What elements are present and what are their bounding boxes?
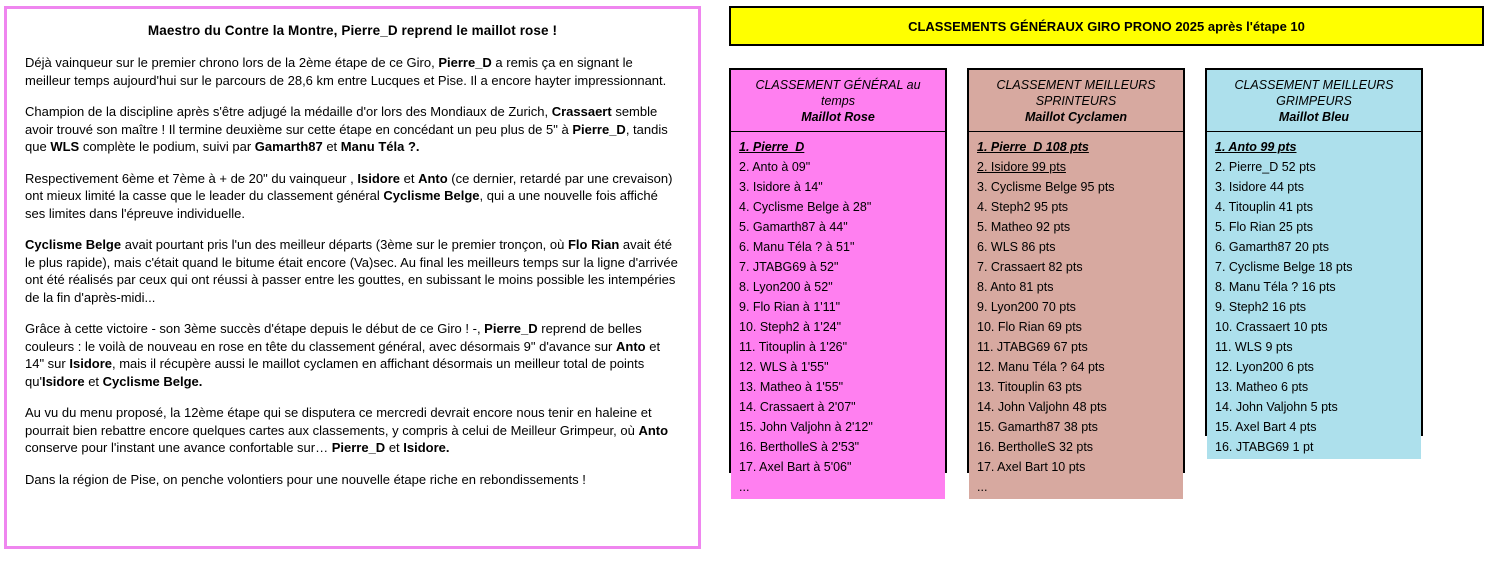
table-row: 14. John Valjohn 5 pts [1215, 400, 1338, 414]
article-paragraph: Cyclisme Belge avait pourtant pris l'un des meilleur départs (3ème sur le premier tronçon, où Flo Rian avait été le plus rapide), mais c'était quand le bitume était encore (Va)sec. Au final les meilleurs temps sur la ligne d'arrivée ont été réalisés par ceux qui ont réussi à passer entre les gouttes, en subissant le moins possible les intempéries de la fin d'après-midi... [25, 237, 678, 305]
table-row: 5. Matheo 92 pts [977, 220, 1071, 234]
table-row: 8. Manu Téla ? 16 pts [1215, 280, 1336, 294]
table-header-jersey: Maillot Rose [801, 110, 875, 124]
table-header-title: CLASSEMENT MEILLEURS GRIMPEURS [1234, 78, 1394, 108]
table-header-jersey: Maillot Bleu [1278, 110, 1350, 124]
table-row: 14. John Valjohn 48 pts [977, 400, 1107, 414]
table-row: 12. Manu Téla ? 64 pts [977, 360, 1105, 374]
table-row: 9. Steph2 16 pts [1215, 300, 1307, 314]
table-row: 4. Titouplin 41 pts [1215, 200, 1313, 214]
table-row: 17. Axel Bart à 5'06" [739, 460, 852, 474]
climbers-classification-table [1205, 68, 1423, 454]
table-row: 1. Pierre_D 108 pts [977, 140, 1089, 154]
table-row: 17. Axel Bart 10 pts [977, 460, 1086, 474]
table-row: 12. WLS à 1'55" [739, 360, 829, 374]
table-row: 1. Pierre_D [739, 140, 805, 154]
table-row: 4. Steph2 95 pts [977, 200, 1069, 214]
table-header [1207, 70, 1421, 132]
table-rows [969, 132, 1183, 499]
article-body [7, 9, 698, 512]
table-row: 11. Titouplin à 1'26" [739, 340, 848, 354]
table-row: 3. Isidore 44 pts [1215, 180, 1304, 194]
article-paragraph-list [25, 54, 680, 488]
table-row: 6. Manu Téla ? à 51" [739, 240, 855, 254]
table-row: 15. Axel Bart 4 pts [1215, 420, 1317, 434]
article-paragraph: Dans la région de Pise, on penche volontiers pour une nouvelle étape riche en rebondissements ! [25, 471, 586, 487]
table-row: 14. Crassaert à 2'07" [739, 400, 856, 414]
table-row: 8. Lyon200 à 52" [739, 280, 833, 294]
sprinters-classification-table [967, 68, 1185, 494]
table-row: ... [977, 480, 988, 494]
article-paragraph: Champion de la discipline après s'être adjugé la médaille d'or lors des Mondiaux de Zurich, Crassaert semble avoir trouvé son maître ! Il termine deuxième sur cette étape en concédant un peu plus de 5" à Pierre_D, tandis que WLS complète le podium, suivi par Gamarth87 et Manu Téla ?. [25, 104, 668, 154]
table-row: 15. John Valjohn à 2'12" [739, 420, 873, 434]
standings-tables-row [729, 68, 1484, 494]
table-header [731, 70, 945, 132]
table-rows [731, 132, 945, 499]
table-row: 11. JTABG69 67 pts [977, 340, 1088, 354]
article-panel [4, 6, 701, 549]
table-row: 7. JTABG69 à 52" [739, 260, 839, 274]
table-header [969, 70, 1183, 132]
table-row: 7. Cyclisme Belge 18 pts [1215, 260, 1353, 274]
table-row: 1. Anto 99 pts [1215, 140, 1297, 154]
table-row: 5. Flo Rian 25 pts [1215, 220, 1313, 234]
table-row: ... [739, 480, 750, 494]
table-row: 13. Titouplin 63 pts [977, 380, 1082, 394]
page-title: Maestro du Contre la Montre, Pierre_D reprend le maillot rose ! [147, 23, 558, 38]
table-row: 12. Lyon200 6 pts [1215, 360, 1314, 374]
table-row: 3. Cyclisme Belge 95 pts [977, 180, 1115, 194]
table-row: 2. Anto à 09" [739, 160, 811, 174]
table-row: 16. BertholleS à 2'53" [739, 440, 860, 454]
table-row: 9. Flo Rian à 1'11" [739, 300, 841, 314]
table-row: 13. Matheo 6 pts [1215, 380, 1309, 394]
table-row: 16. BertholleS 32 pts [977, 440, 1094, 454]
table-row: 6. WLS 86 pts [977, 240, 1056, 254]
table-row: 15. Gamarth87 38 pts [977, 420, 1098, 434]
table-row: 13. Matheo à 1'55" [739, 380, 844, 394]
table-row: 2. Isidore 99 pts [977, 160, 1066, 174]
table-row: 10. Steph2 à 1'24" [739, 320, 842, 334]
table-row: 10. Flo Rian 69 pts [977, 320, 1082, 334]
general-classification-table [729, 68, 947, 494]
table-row: 9. Lyon200 70 pts [977, 300, 1076, 314]
table-row: 3. Isidore à 14" [739, 180, 823, 194]
article-paragraph: Déjà vainqueur sur le premier chrono lors de la 2ème étape de ce Giro, Pierre_D a remis ça en signant le meilleur temps aujourd'hui sur le parcours de 28,6 km entre Lucques et Pise. Il a encore hayter impressionnant. [25, 55, 667, 88]
table-row: 5. Gamarth87 à 44" [739, 220, 848, 234]
standings-section [729, 6, 1484, 494]
table-row: 8. Anto 81 pts [977, 280, 1054, 294]
table-row: 16. JTABG69 1 pt [1215, 440, 1314, 454]
standings-banner: CLASSEMENTS GÉNÉRAUX GIRO PRONO 2025 après l'étape 10 [729, 6, 1484, 46]
table-row: 7. Crassaert 82 pts [977, 260, 1083, 274]
table-row: 4. Cyclisme Belge à 28" [739, 200, 872, 214]
table-row: 6. Gamarth87 20 pts [1215, 240, 1329, 254]
table-header-title: CLASSEMENT MEILLEURS SPRINTEURS [996, 78, 1156, 108]
table-rows [1207, 132, 1421, 459]
table-row: 11. WLS 9 pts [1215, 340, 1293, 354]
article-paragraph: Au vu du menu proposé, la 12ème étape qui se disputera ce mercredi devrait encore nous tenir en haleine et pourrait bien rebattre encore quelques cartes aux classements, y compris à celui de Meilleur Grimpeur, où Anto conserve pour l'instant une avance confortable sur… Pierre_D et Isidore. [25, 405, 669, 455]
article-paragraph: Respectivement 6ème et 7ème à + de 20" du vainqueur , Isidore et Anto (ce dernier, retardé par une crevaison) ont mieux limité la casse que le leader du classement général Cyclisme Belge, qui a une nouvelle fois affiché ses limites dans l'épreuve individuelle. [25, 170, 673, 221]
table-header-title: CLASSEMENT GÉNÉRAL au temps [755, 78, 921, 108]
article-paragraph: Grâce à cette victoire - son 3ème succès d'étape depuis le début de ce Giro ! -, Pierre_D reprend de belles couleurs : le voilà de nouveau en rose en tête du classement général, avec désormais 9" d'avance sur Anto et 14" sur Isidore, mais il récupère aussi le maillot cyclamen en affichant désormais un meilleur total de points qu'Isidore et Cyclisme Belge. [25, 321, 661, 389]
table-header-jersey: Maillot Cyclamen [1024, 110, 1128, 124]
table-row: 2. Pierre_D 52 pts [1215, 160, 1316, 174]
table-row: 10. Crassaert 10 pts [1215, 320, 1328, 334]
